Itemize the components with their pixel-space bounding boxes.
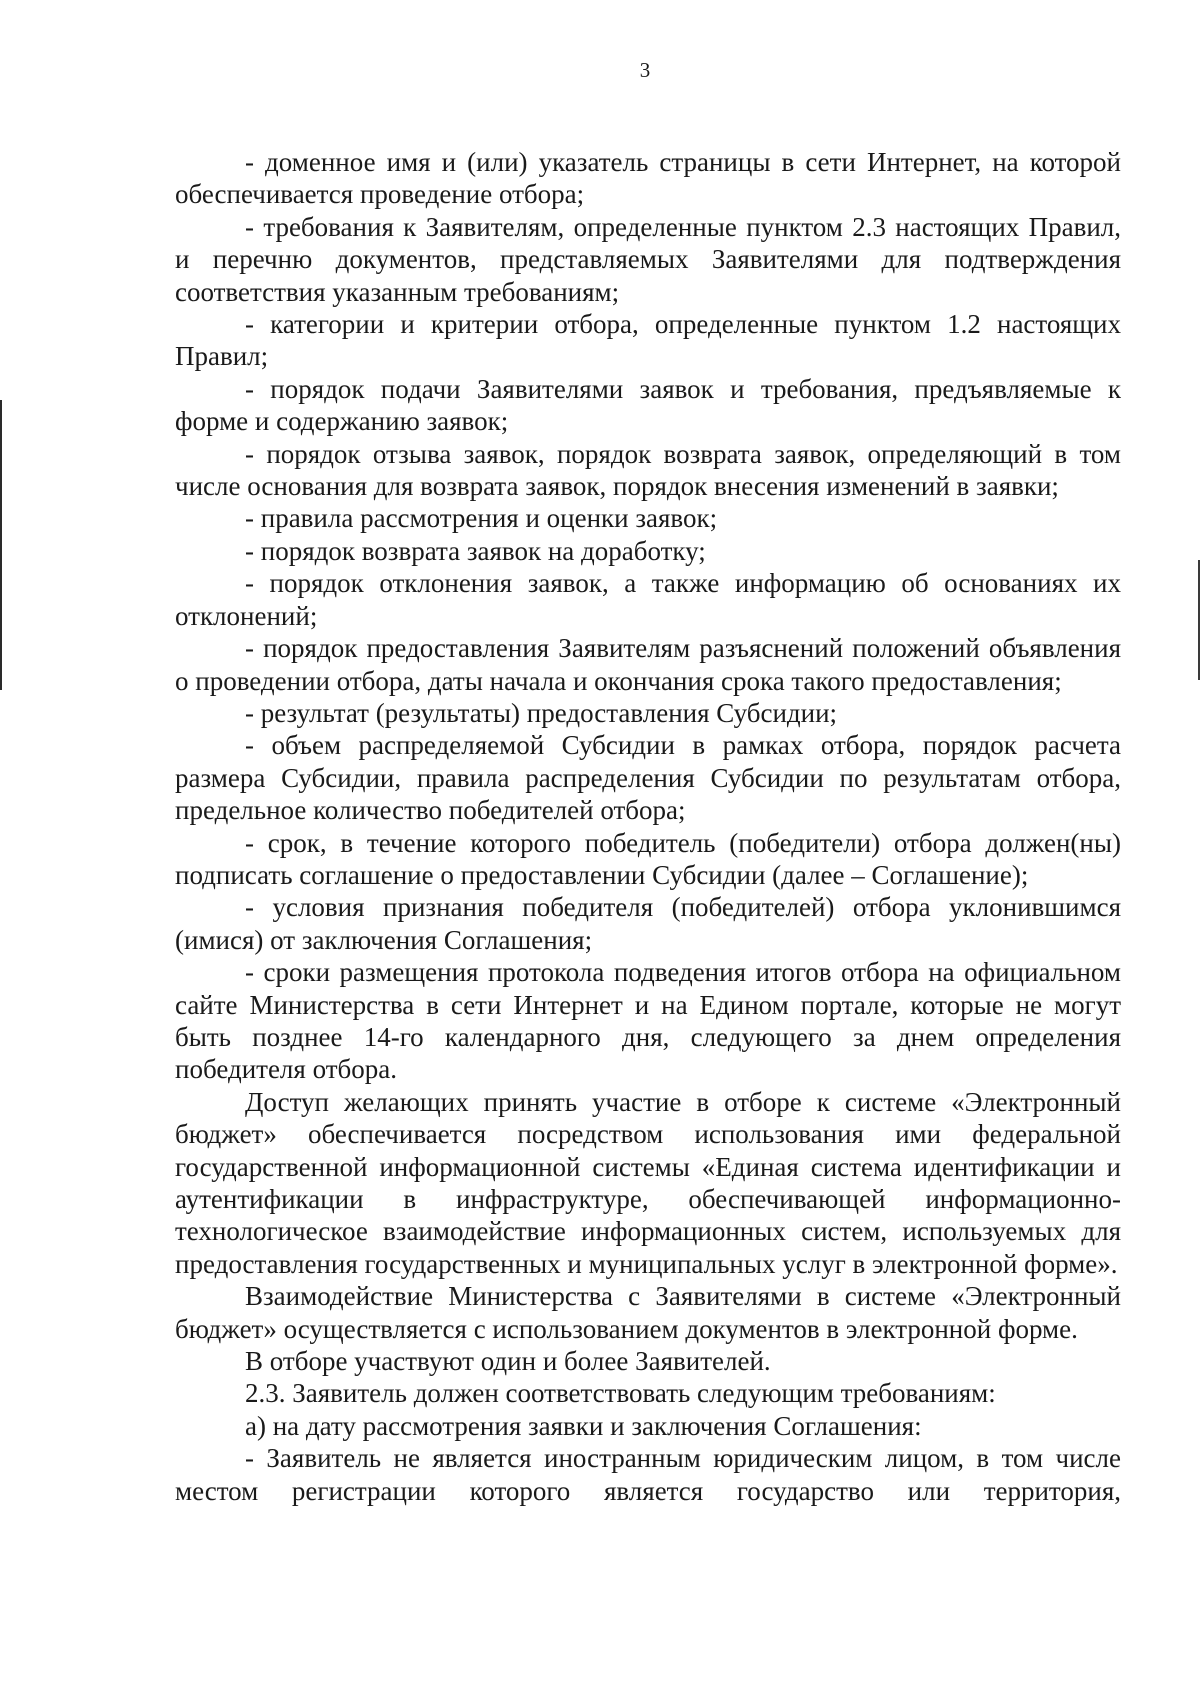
paragraph-foreign-entity: - Заявитель не является иностранным юридическим лицом, в том числе местом регистрации которого является государство или территория, [175, 1443, 1121, 1506]
paragraph-clarifications: - порядок предоставления Заявителям разъяснений положений объявления о проведении отбора, даты начала и окончания срока такого предоставления; [175, 633, 1121, 696]
paragraph-domain-name: - доменное имя и (или) указатель страницы в сети Интернет, на которой обеспечивается проведение отбора; [175, 147, 1121, 210]
paragraph-review-rules: - правила рассмотрения и оценки заявок; [245, 503, 718, 534]
page-number: 3 [639, 58, 651, 82]
paragraph-submission-procedure: - порядок подачи Заявителями заявок и требования, предъявляемые к форме и содержанию заявок; [175, 373, 1121, 437]
paragraph-electronic-interaction: Взаимодействие Министерства с Заявителями в системе «Электронный бюджет» осуществляется с использованием документов в электронной форме. [175, 1281, 1121, 1344]
paragraph-categories-criteria: - категории и критерии отбора, определенные пунктом 1.2 настоящих Правил; [175, 309, 1121, 372]
paragraph-protocol-publication: - сроки размещения протокола подведения итогов отбора на официальном сайте Министерства в сети Интернет и на Едином портале, которые не могут быть позднее 14-го календарного дня, следующего за днем определения победителя отбора. [175, 957, 1121, 1085]
paragraph-evasion-conditions: - условия признания победителя (победителей) отбора уклонившимся (имися) от заключения Соглашения; [175, 892, 1121, 955]
paragraph-rejection-procedure: - порядок отклонения заявок, а также информацию об основаниях их отклонений; [175, 568, 1121, 631]
paragraph-applicant-requirements: - требования к Заявителям, определенные пунктом 2.3 настоящих Правил, и перечню документов, представляемых Заявителями для подтверждения соответствия указанным требованиям; [175, 211, 1121, 307]
paragraph-electronic-budget-access: Доступ желающих принять участие в отборе к системе «Электронный бюджет» обеспечивается посредством использования ими федеральной государственной информационной системы «Единая система идентификации и аутентификации в инфраструктуре, обеспечивающей информационно-технологическое взаимодействие информационных систем, используемых для предоставления государственных и муниципальных услуг в электронной форме». [175, 1086, 1121, 1279]
paragraph-subsidy-volume: - объем распределяемой Субсидии в рамках отбора, порядок расчета размера Субсидии, правила распределения Субсидии по результатам отбора, предельное количество победителей отбора; [175, 730, 1121, 826]
paragraph-subitem-a: а) на дату рассмотрения заявки и заключения Соглашения: [245, 1410, 922, 1441]
paragraph-return-for-revision: - порядок возврата заявок на доработку; [245, 535, 706, 566]
paragraph-withdrawal-procedure: - порядок отзыва заявок, порядок возврата заявок, определяющий в том числе основания для возврата заявок, порядок внесения изменений в заявки; [175, 438, 1121, 502]
scan-edge-mark [0, 400, 2, 690]
paragraph-participants: В отборе участвуют один и более Заявителей. [245, 1346, 771, 1377]
paragraph-section-2-3: 2.3. Заявитель должен соответствовать следующим требованиям: [245, 1378, 996, 1409]
document-body [175, 146, 1121, 1507]
paragraph-subsidy-result: - результат (результаты) предоставления Субсидии; [245, 697, 838, 728]
paragraph-signing-deadline: - срок, в течение которого победитель (победители) отбора должен(ны) подписать соглашение о предоставлении Субсидии (далее – Соглашение); [175, 827, 1121, 890]
